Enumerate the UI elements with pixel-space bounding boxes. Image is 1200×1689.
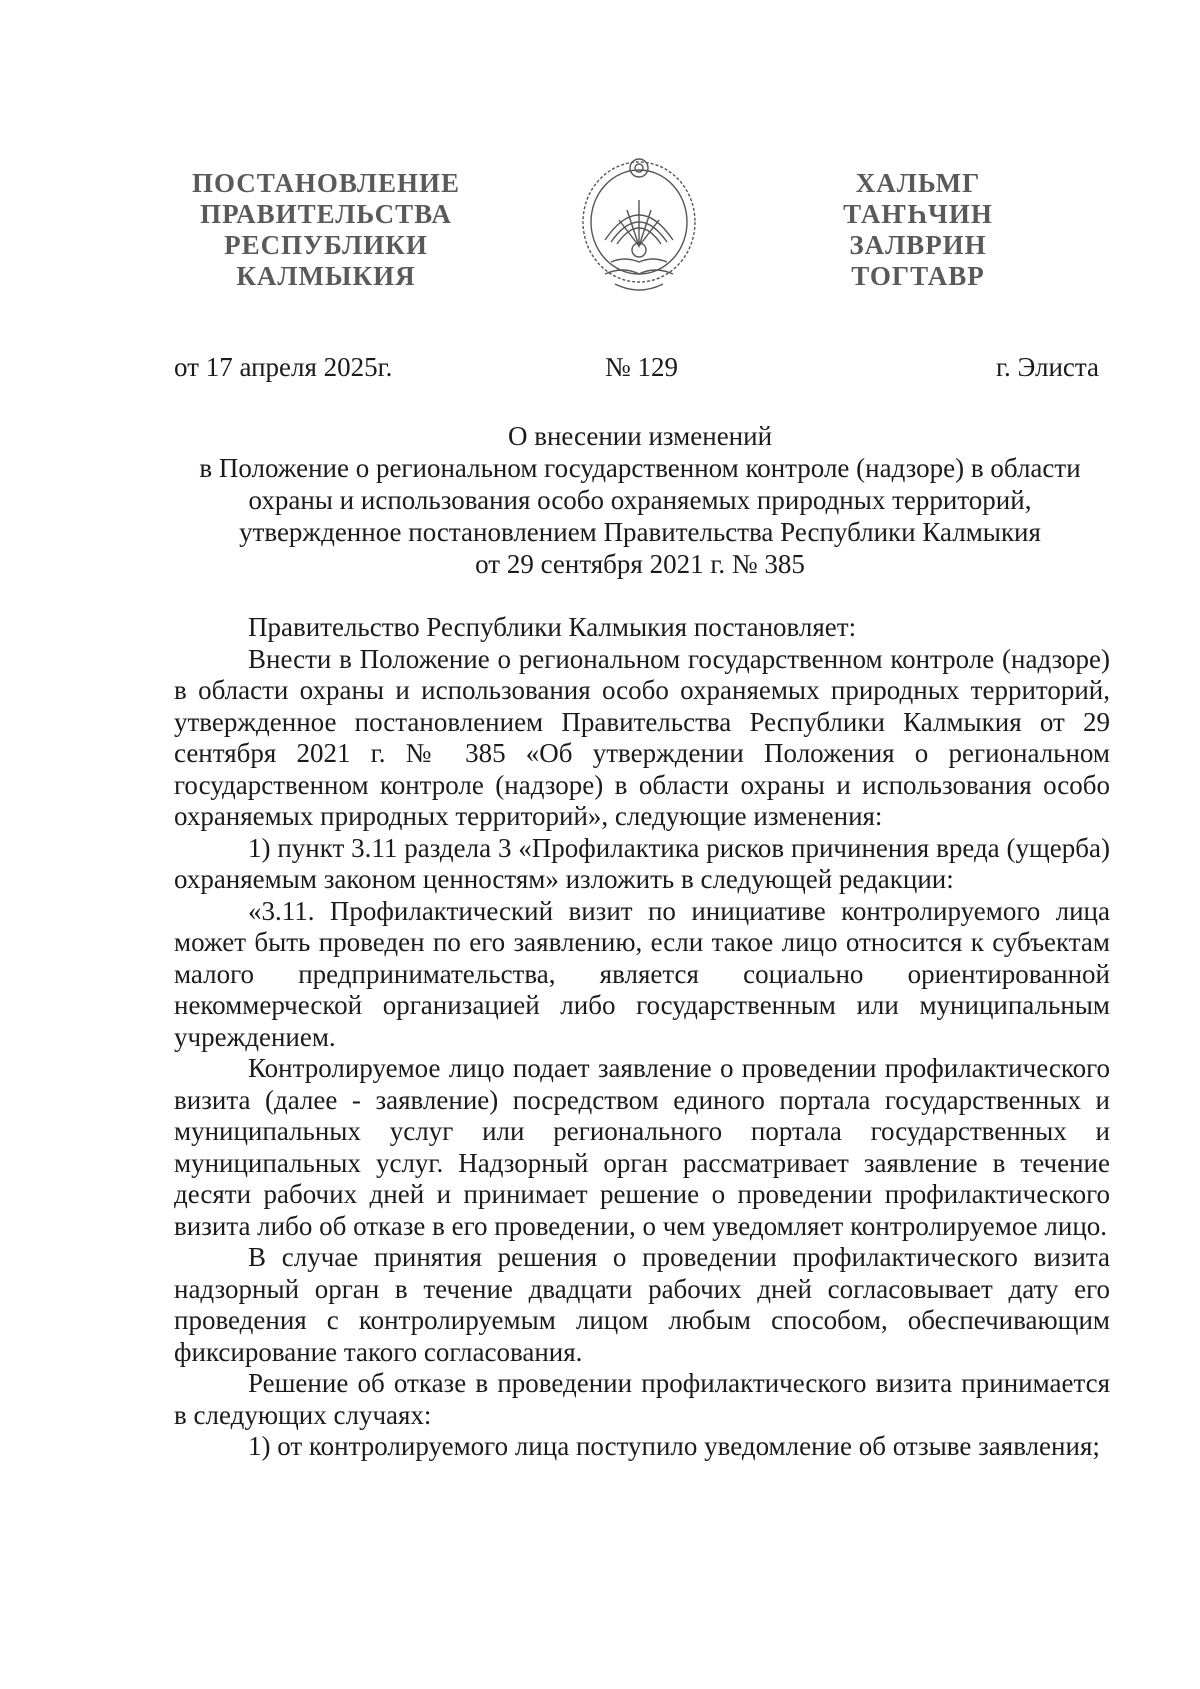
header-ru-title [176,168,476,292]
header-ru-line: ПОСТАНОВЛЕНИЕ [191,168,461,198]
header-kalm-line: ХАЛЬМГ [855,168,981,198]
document-city: г. Элиста [996,352,1100,382]
paragraph: В случае принятия решения о проведении профилактического визита надзорный орган в течение двадцати рабочих дней согласовывает дату его проведения с контролируемым лицом любым способом, обеспечивающим фиксирование такого согласования. [174,1242,1110,1367]
paragraph: Внести в Положение о региональном государственном контроле (надзоре) в области охраны и использования особо охраняемых природных территорий, утвержденное постановлением Правительства Республики Калмыкия от 29 сентября 2021 г. № 385 «Об утверждении Положения о региональном государственном контроле (надзоре) в области охраны и использования особо охраняемых природных территорий», следующие изменения: [174,643,1110,831]
header-ru-line: РЕСПУБЛИКИ [224,230,428,260]
header-kalm-line: ТОГТАВР [851,261,985,291]
paragraph: 1) пункт 3.11 раздела 3 «Профилактика рисков причинения вреда (ущерба) охраняемым законом ценностям» изложить в следующей редакции: [174,832,1110,894]
document-body [174,612,1110,1463]
document-date: от 17 апреля 2025г. [174,352,393,382]
title-line: утвержденное постановлением Правительства Республики Калмыкия [239,517,1041,547]
header-kalm-title [838,168,998,292]
coat-of-arms-icon [575,150,703,300]
paragraph-preamble: Правительство Республики Калмыкия постановляет: [248,612,857,642]
header-kalm-line: ЗАЛВРИН [849,230,987,260]
paragraph: «3.11. Профилактический визит по инициативе контролируемого лица может быть проведен по его заявлению, если такое лицо относится к субъектам малого предпринимательства, является социально ориентированной некоммерческой организацией либо государственным или муниципальным учреждением. [174,895,1110,1052]
title-line: от 29 сентября 2021 г. № 385 [475,549,805,579]
paragraph: Контролируемое лицо подает заявление о проведении профилактического визита (далее - заявление) посредством единого портала государственных и муниципальных услуг или регионального портала государственных и муниципальных услуг. Надзорный орган рассматривает заявление в течение десяти рабочих дней и принимает решение о проведении профилактического визита либо об отказе в его проведении, о чем уведомляет контролируемое лицо. [174,1053,1110,1241]
document-title [170,420,1110,580]
title-line: О внесении изменений [507,421,773,451]
paragraph: Решение об отказе в проведении профилактического визита принимается в следующих случаях: [174,1368,1110,1430]
header-ru-line: ПРАВИТЕЛЬСТВА [200,199,452,229]
paragraph: 1) от контролируемого лица поступило уведомление об отзыве заявления; [248,1431,1100,1461]
header-kalm-line: ТАҤҺЧИН [843,199,993,229]
title-line: в Положение о региональном государственном контроле (надзоре) в области [199,453,1081,483]
document-number: № 129 [605,352,679,382]
header-ru-line: КАЛМЫКИЯ [236,261,416,291]
title-line: охраны и использования особо охраняемых природных территорий, [248,485,1032,515]
